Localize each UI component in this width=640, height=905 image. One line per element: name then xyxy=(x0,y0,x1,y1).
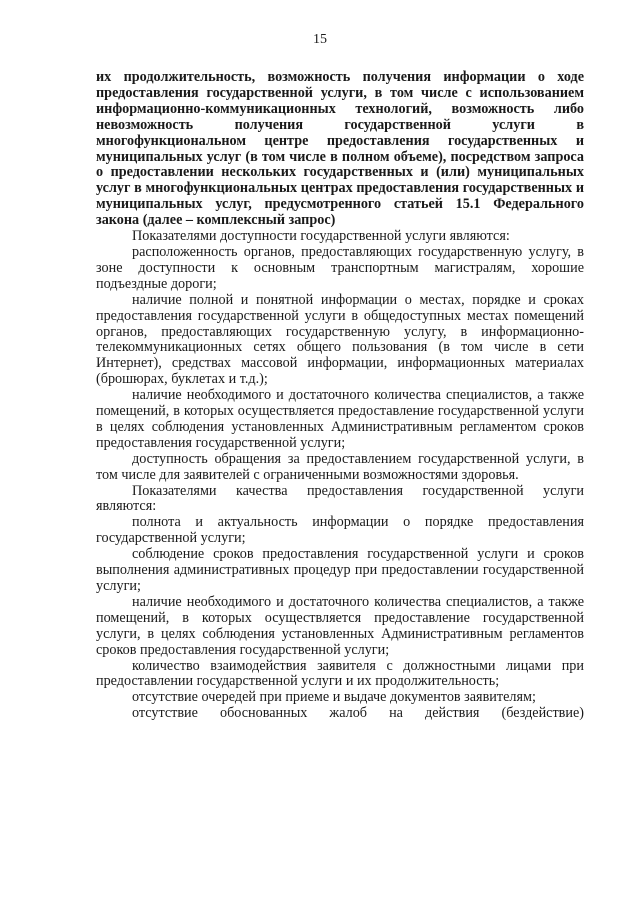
paragraph-specialists: наличие необходимого и достаточного количества специалистов, а также помещений, в которых осуществляется предоставление государственной услуги в целях соблюдения установленных Административным регламентом сроков предоставления государственной услуги; xyxy=(96,387,584,451)
paragraph-bold-intro: их продолжительность, возможность получения информации о ходе предоставления государственной услуги, в том числе с использованием информационно-коммуникационных технологий, возможность либо невозможность получения государственной услуги в многофункциональном центре предоставления государственных и муниципальных услуг (в том числе в полном объеме), посредством запроса о предоставлении нескольких государственных и (или) муниципальных услуг в многофункциональных центрах предоставления государственных и муниципальных услуг, предусмотренного статьей 15.1 Федерального закона (далее – комплексный запрос) xyxy=(96,69,584,229)
paragraph-specialists-quality: наличие необходимого и достаточного количества специалистов, а также помещений, в которых осуществляется предоставление государственной услуги, в целях соблюдения установленных Административным регламентов сроков предоставления государственной услуги; xyxy=(96,593,584,658)
paragraph-no-queues: отсутствие очередей при приеме и выдаче документов заявителям; xyxy=(132,689,536,706)
paragraph-quality-heading: Показателями качества предоставления государственной услуги являются: xyxy=(96,482,584,515)
paragraph-completeness: полнота и актуальность информации о порядке предоставления государственной услуги; xyxy=(96,514,584,547)
paragraph-accessibility: доступность обращения за предоставлением государственной услуги, в том числе для заявителей с ограниченными возможностями здоровья. xyxy=(96,450,584,483)
page-number: 15 xyxy=(313,32,327,47)
paragraph-interactions: количество взаимодействия заявителя с должностными лицами при предоставлении государственной услуги и их продолжительность; xyxy=(96,657,584,690)
paragraph-no-complaints: отсутствие обоснованных жалоб на действия (бездействие) xyxy=(132,705,584,722)
paragraph-availability-heading: Показателями доступности государственной услуги являются: xyxy=(132,228,510,245)
paragraph-information: наличие полной и понятной информации о местах, порядке и сроках предоставления государственной услуги в общедоступных местах помещений органов, предоставляющих государственную услугу, в информационно-телекоммуникационных сетях общего пользования (в том числе в сети Интернет), средствах массовой информации, информационных материалах (брошюрах, буклетах и т.д.); xyxy=(96,291,584,388)
document-body xyxy=(96,70,584,722)
paragraph-location: расположенность органов, предоставляющих государственную услугу, в зоне доступности к основным транспортным магистралям, хорошие подъездные дороги; xyxy=(96,243,584,292)
paragraph-deadlines: соблюдение сроков предоставления государственной услуги и сроков выполнения административных процедур при предоставлении государственной услуги; xyxy=(96,546,584,594)
